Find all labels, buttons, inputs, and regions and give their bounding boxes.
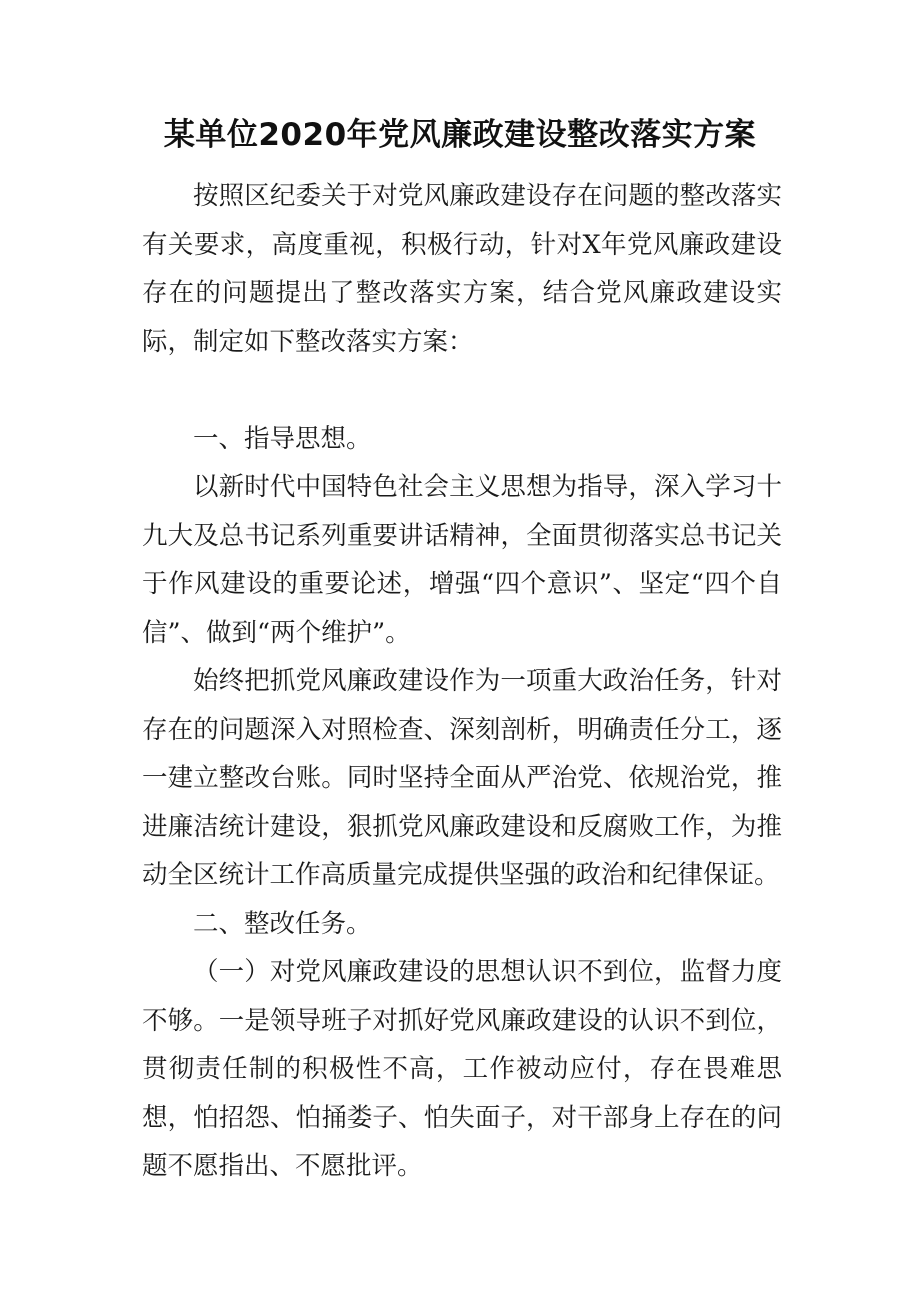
document-title: 某单位2020年党风廉政建设整改落实方案 (163, 117, 757, 153)
political-task-paragraph: 始终把抓党风廉政建设作为一项重大政治任务，针对存在的问题深入对照检查、深刻剖析，明确责任分工，逐一建立整改台账。同时坚持全面从严治党、依规治党，推进廉洁统计建设，狠抓党风廉政建设和反腐败工作，为推动全区统计工作高质量完成提供坚强的政治和纪律保证。 (142, 666, 782, 890)
paragraph-gap (142, 366, 782, 415)
intro-paragraph: 按照区纪委关于对党风廉政建设存在问题的整改落实有关要求，高度重视，积极行动，针对X年党风廉政建设存在的问题提出了整改落实方案，结合党风廉政建设实际，制定如下整改落实方案： (142, 181, 782, 357)
section-heading-rectification-tasks: 二、整改任务。 (193, 908, 372, 939)
rectification-item-1-paragraph: （一）对党风廉政建设的思想认识不到位，监督力度不够。一是领导班子对抓好党风廉政建设的认识不到位，贯彻责任制的积极性不高，工作被动应付，存在畏难思想，怕招怨、怕捅娄子、怕失面子，对干部身上存在的问题不愿指出、不愿批评。 (142, 957, 782, 1181)
guiding-thought-paragraph: 以新时代中国特色社会主义思想为指导，深入学习十九大及总书记系列重要讲话精神，全面贯彻落实总书记关于作风建设的重要论述，增强“四个意识”、坚定“四个自信”、做到“两个维护”。 (142, 472, 782, 648)
section-heading-guiding-thought: 一、指导思想。 (193, 423, 372, 454)
document-body (142, 172, 782, 1191)
